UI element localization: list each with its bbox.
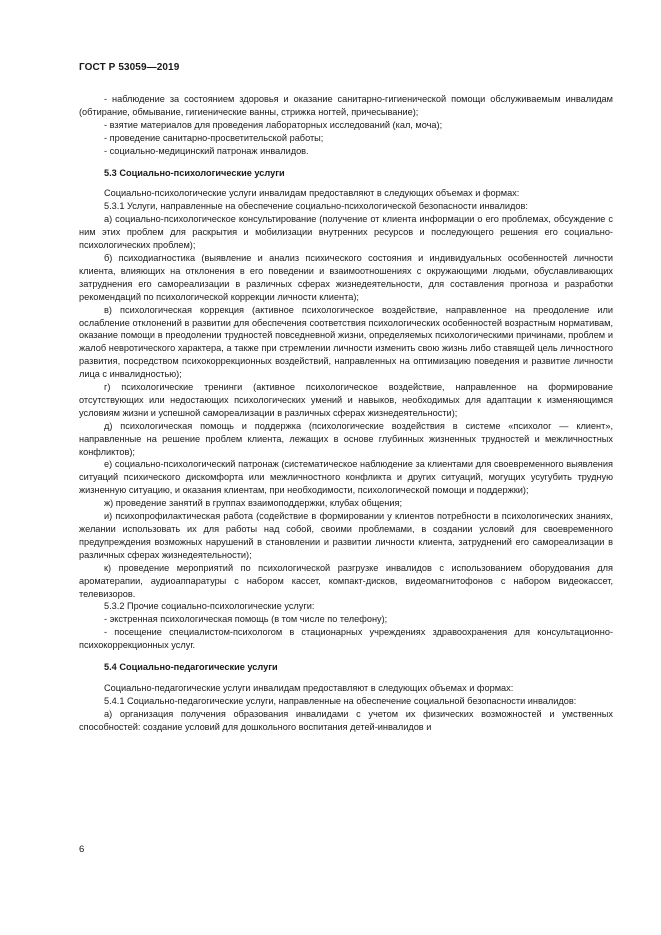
page-number: 6	[79, 844, 85, 855]
paragraph: - наблюдение за состоянием здоровья и оказание санитарно-гигиенической помощи обслуживаемым инвалидам (обтирание, обмывание, гигиенические ванны, стрижка ногтей, причесывание);	[79, 94, 613, 117]
paragraph: Социально-педагогические услуги инвалидам предоставляют в следующих объемах и формах:	[104, 682, 514, 693]
paragraph: в) психологическая коррекция (активное психологическое воздействие, направленное на преодоление или ослабление отклонений в развитии для обеспечения соответствия психологических особенностей возрастным нормативам, оказание помощи в преодолении трудностей повседневной жизни, определяемых психологическими причинами, проблем и жалоб невротического характера, а также при стремлении личности изменить свою жизнь либо ставящей цель личностного развития, посредством психокоррекционных воздействий, направленных на оптимизацию поведения и развитие личности лица с инвалидностью);	[79, 304, 613, 380]
paragraph: - взятие материалов для проведения лабораторных исследований (кал, моча);	[104, 119, 443, 130]
paragraph: Социально-психологические услуги инвалидам предоставляют в следующих объемах и формах:	[104, 188, 520, 199]
paragraph: а) организация получения образования инвалидами с учетом их физических возможностей и умственных способностей: создание условий для дошкольного воспитания детей-инвалидов и	[79, 708, 613, 732]
paragraph: и) психопрофилактическая работа (содействие в формировании у клиентов потребности в психологических знаниях, желании использовать их для работы над собой, своими проблемами, в создании условий для своевременного предупреждения возможных нарушений в становлении и развитии личности клиента, затруднений его самореализации в различных сферах жизнедеятельности);	[79, 511, 613, 560]
paragraph: 5.3.1 Услуги, направленные на обеспечение социально-психологической безопасности инвалидов:	[104, 201, 528, 212]
paragraph: - посещение специалистом-психологом в стационарных учреждениях здравоохранения для консультационно-психокоррекционных услуг.	[79, 627, 613, 651]
paragraph: к) проведение мероприятий по психологической разгрузке инвалидов с использованием оборудования для ароматерапии, аудиоаппаратуры с набором кассет, компакт-дисков, видеомагнитофонов с набором видеокассет, телевизоров.	[79, 562, 613, 599]
paragraph: - социально-медицинский патронаж инвалидов.	[104, 145, 309, 156]
document-body	[79, 93, 613, 734]
paragraph: б) психодиагностика (выявление и анализ психического состояния и индивидуальных особенностей личности клиента, влияющих на отклонения в его поведении и взаимоотношениях с окружающими людьми, обуславливающих затруднения его самореализации в различных сферах жизнедеятельности, для составления прогноза и разработки рекомендаций по психологической коррекции личности клиента);	[79, 252, 613, 302]
paragraph: 5.4.1 Социально-педагогические услуги, направленные на обеспечение социальной безопасности инвалидов:	[104, 695, 577, 706]
section-heading: 5.4 Социально-педагогические услуги	[104, 662, 278, 673]
paragraph: - экстренная психологическая помощь (в том числе по телефону);	[104, 614, 388, 625]
document-header: ГОСТ Р 53059—2019	[79, 62, 180, 73]
paragraph: е) социально-психологический патронаж (систематическое наблюдение за клиентами для своевременного выявления ситуаций психического дискомфорта или межличностного конфликта и других ситуаций, могущих усугубить трудную жизненную ситуацию, и оказания клиентам, при необходимости, психологической помощи и поддержки);	[79, 459, 613, 496]
paragraph: ж) проведение занятий в группах взаимоподдержки, клубах общения;	[104, 498, 403, 509]
paragraph: - проведение санитарно-просветительской работы;	[104, 132, 324, 143]
paragraph: д) психологическая помощь и поддержка (психологические воздействия в системе «психолог — клиент», направленные на решение проблем клиента, лежащих в основе глубинных жизненных трудностей и межличностных конфликтов);	[79, 420, 613, 457]
paragraph: 5.3.2 Прочие социально-психологические услуги:	[104, 601, 315, 612]
paragraph: г) психологические тренинги (активное психологическое воздействие, направленное на формирование отсутствующих или недостающих психологических умений и навыков, необходимых для адаптации к изменяющимся условиям жизни и успешной самореализации в различных сферах жизнедеятельности);	[79, 382, 613, 418]
paragraph: а) социально-психологическое консультирование (получение от клиента информации о его проблемах, обсуждение с ним этих проблем для раскрытия и мобилизации внутренних ресурсов и последующего решения его социально-психологических проблем);	[79, 214, 613, 251]
section-heading: 5.3 Социально-психологические услуги	[104, 167, 285, 178]
